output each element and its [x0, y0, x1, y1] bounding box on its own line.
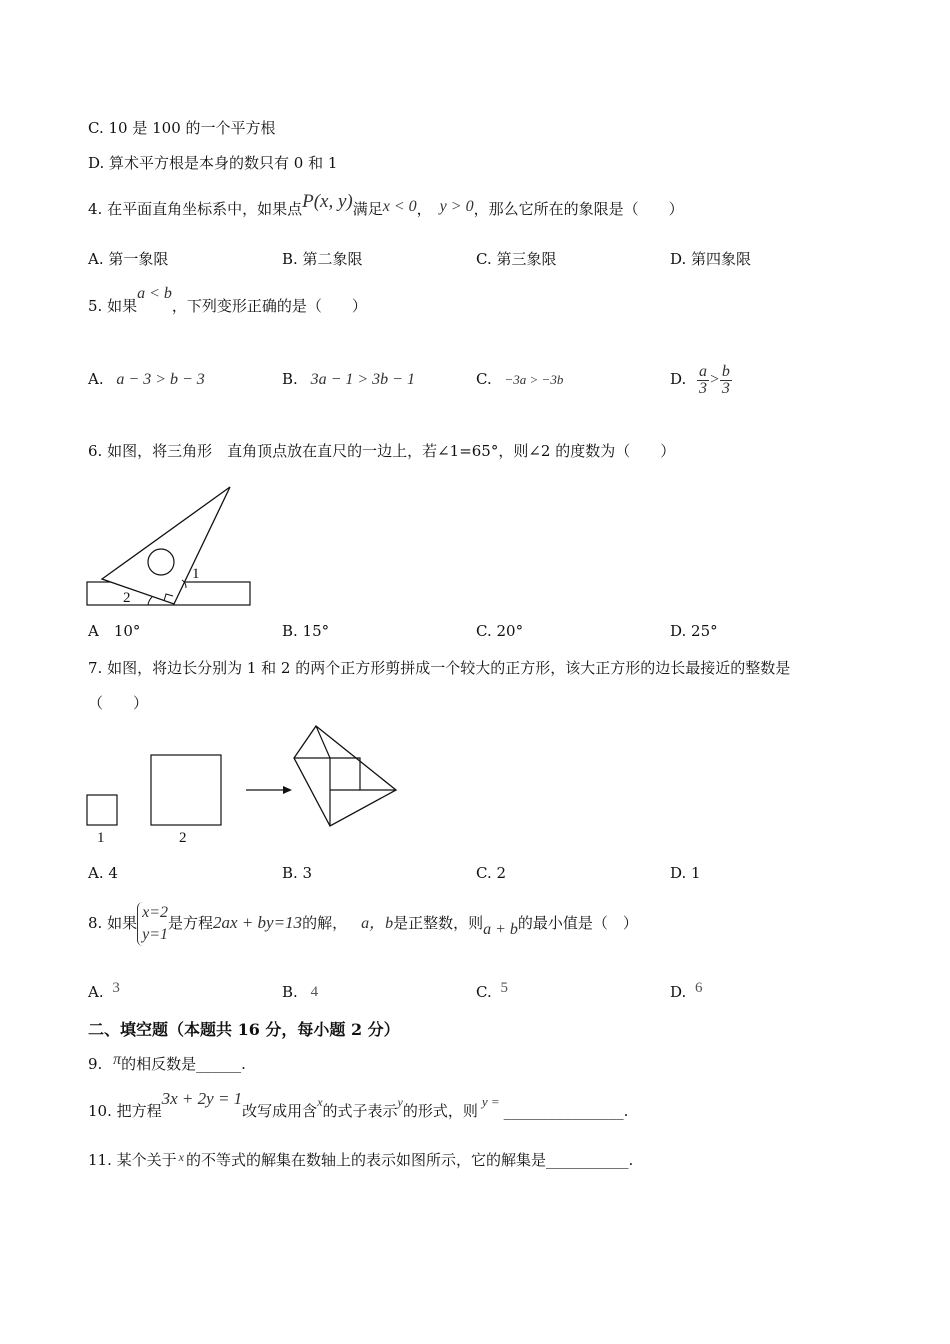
q10-var-y: y — [397, 1095, 403, 1109]
q5-option-b-label: B. — [282, 370, 298, 388]
q9 — [88, 1051, 246, 1075]
q10-text-a: 改写成用含 — [242, 1102, 318, 1120]
q5-option-b-expr: 3a − 1 > 3b − 1 — [310, 371, 415, 388]
q6-option-c: C. 20° — [476, 622, 524, 640]
angle2-arc — [148, 597, 152, 605]
q4-cond2: y > 0 — [439, 198, 474, 215]
q10-text-c: 的形式，则 — [402, 1102, 478, 1120]
q9-pi: π — [113, 1051, 122, 1068]
q8-equation: 2ax + by=13 — [213, 913, 303, 932]
q8-option-d — [670, 982, 703, 1003]
q5-option-d-frac1 — [697, 364, 709, 397]
triangle — [102, 487, 230, 604]
q3-option-d: D. 算术平方根是本身的数只有 0 和 1 — [88, 154, 338, 172]
q4-point: P(x, y) — [302, 191, 353, 212]
q8-option-a-val: 3 — [112, 980, 120, 996]
q4-option-a: A. 第一象限 — [88, 250, 169, 268]
q8-option-d-val: 6 — [695, 980, 703, 996]
q5-option-d-num2: b — [721, 362, 730, 380]
q5-option-d — [670, 345, 732, 414]
q8-option-a-label: A. — [88, 983, 104, 1001]
q6-option-d: D. 25° — [670, 622, 718, 640]
q8-stem-e: 的最小值是（ ） — [517, 914, 638, 932]
q10-equation: 3x + 2y = 1 — [161, 1089, 243, 1108]
q7-stem: 7. 如图，将边长分别为 1 和 2 的两个正方形剪拼成一个较大的正方形，该大正方形的边长最接近的整数是 — [88, 659, 791, 677]
q6-option-a: A 10° — [88, 622, 141, 640]
q10-text-b: 的式子表示 — [322, 1102, 398, 1120]
q5-option-c — [476, 369, 563, 390]
q5-option-d-op: > — [709, 371, 720, 388]
q4-stem-a: 4. 在平面直角坐标系中，如果点 — [88, 200, 303, 218]
big-square-label: 2 — [179, 830, 187, 846]
q6-stem: 6. 如图，将三角形 直角顶点放在直尺的一边上，若∠1=65°，则∠2 的度数为（ ） — [88, 442, 676, 460]
q4-option-b: B. 第二象限 — [282, 250, 363, 268]
q9-text: 的相反数是______. — [121, 1055, 246, 1073]
q8-option-b-val: 4 — [310, 984, 319, 1000]
q8-option-c-val: 5 — [500, 980, 508, 996]
q7-figure — [80, 718, 410, 848]
q7-option-b: B. 3 — [282, 864, 313, 882]
q11-text: 的不等式的解集在数轴上的表示如图所示，它的解集是___________. — [185, 1151, 634, 1169]
q10-blank: ________________. — [503, 1102, 629, 1120]
section-2-title: 二、填空题（本题共 16 分，每小题 2 分） — [88, 1020, 400, 1039]
q7-option-c: C. 2 — [476, 864, 507, 882]
angle1-label: 1 — [192, 566, 200, 582]
q4-cond1: x < 0 — [382, 198, 417, 215]
q5-option-a-label: A. — [88, 370, 104, 388]
q8-stem — [88, 898, 638, 949]
q8-option-c-label: C. — [476, 983, 492, 1001]
q4-sep: ， — [416, 200, 432, 218]
q11-var-x: x — [178, 1150, 184, 1164]
q8-option-b-label: B. — [282, 983, 298, 1001]
q9-num: 9. — [88, 1055, 103, 1073]
small-square-label: 1 — [97, 830, 105, 846]
angle2-label: 2 — [123, 590, 131, 606]
q8-expr: a + b — [483, 921, 518, 938]
q4-stem-b: 满足 — [352, 200, 383, 218]
q5-option-a — [88, 369, 205, 390]
cut-line-1 — [294, 758, 396, 790]
q8-sys-eq1: x=2 — [142, 904, 168, 921]
q10-num: 10. 把方程 — [88, 1102, 162, 1120]
q5-option-a-expr: a − 3 > b − 3 — [116, 371, 205, 388]
q8-stem-c: 的解， — [302, 914, 348, 932]
q8-option-c — [476, 982, 508, 1003]
q11-num: 11. 某个关于 — [88, 1151, 177, 1169]
q7-option-a: A. 4 — [88, 864, 118, 882]
q8-system — [137, 902, 168, 946]
q5-option-d-frac2 — [720, 364, 732, 397]
q11 — [88, 1150, 633, 1171]
q5-option-d-den2: 3 — [721, 379, 730, 397]
cut-line-2 — [316, 726, 330, 826]
q10 — [88, 1089, 629, 1122]
q5-option-d-label: D. — [670, 370, 687, 388]
q6-figure — [80, 480, 260, 612]
q5-stem-b: ，下列变形正确的是（ ） — [171, 297, 367, 315]
q5-option-c-label: C. — [476, 370, 492, 388]
q5-stem-a: 5. 如果 — [88, 297, 138, 315]
q4-stem-c: ，那么它所在的象限是（ ） — [473, 200, 684, 218]
q8-option-a — [88, 982, 120, 1003]
big-square — [151, 755, 221, 825]
q8-vars: a，b — [361, 915, 394, 932]
q5-option-b — [282, 369, 415, 390]
q8-stem-b: 是方程 — [168, 914, 214, 932]
small-square — [87, 795, 117, 825]
q5-option-d-num1: a — [699, 362, 708, 380]
q8-stem-d: 是正整数，则 — [393, 914, 484, 932]
q4-option-c: C. 第三象限 — [476, 250, 557, 268]
q8-sys-eq2: y=1 — [142, 926, 168, 943]
q10-var-x: x — [317, 1095, 323, 1109]
q6-option-b: B. 15° — [282, 622, 330, 640]
q10-y-eq: y = — [481, 1094, 500, 1109]
q7-stem-cont: （ ） — [88, 694, 149, 712]
combined-square — [294, 726, 396, 826]
q7-option-d: D. 1 — [670, 864, 701, 882]
q5-option-d-den1: 3 — [699, 379, 708, 397]
q8-option-d-label: D. — [670, 983, 687, 1001]
q8-option-b — [282, 982, 318, 1003]
q4-option-d: D. 第四象限 — [670, 250, 752, 268]
q5-cond: a < b — [137, 285, 172, 302]
q5-stem — [88, 285, 367, 317]
q5-option-c-expr: −3a > −3b — [504, 372, 564, 387]
q4-stem — [88, 191, 684, 220]
arrow-head — [283, 786, 292, 794]
q8-stem-a: 8. 如果 — [88, 914, 138, 932]
q3-option-c: C. 10 是 100 的一个平方根 — [88, 119, 276, 137]
